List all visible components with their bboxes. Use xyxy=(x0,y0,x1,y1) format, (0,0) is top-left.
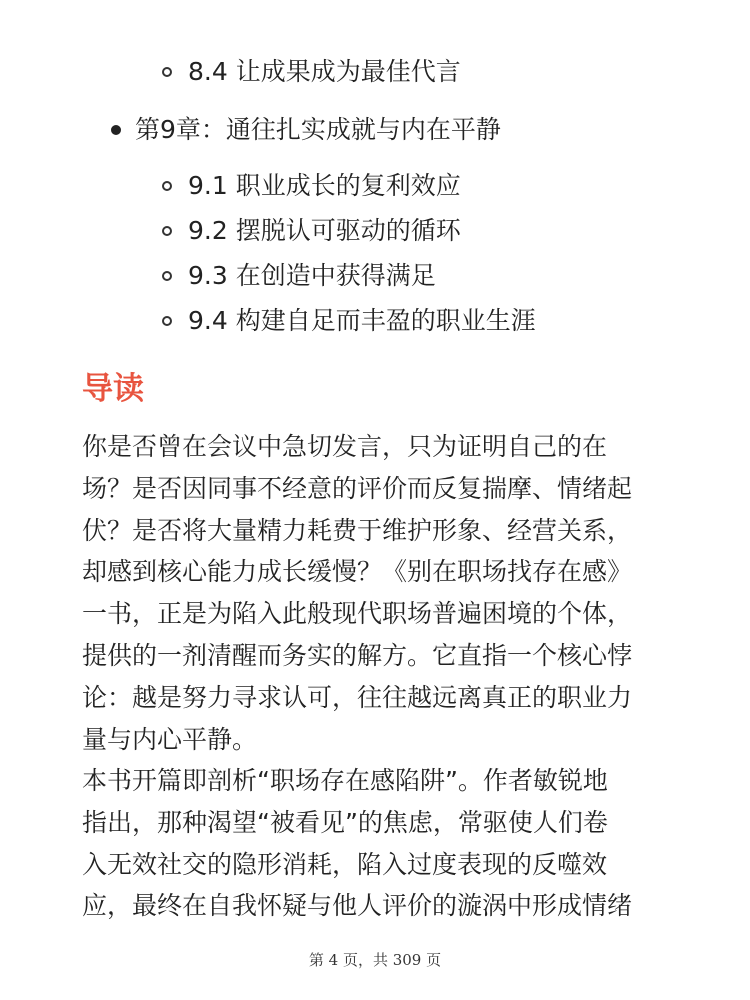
paragraph-line: 你是否曾在会议中急切发言，只为证明自己的在 xyxy=(82,432,608,461)
toc-item-9-1[interactable]: 9.1 职业成长的复利效应 xyxy=(188,171,461,200)
hollow-bullet-icon xyxy=(162,181,172,191)
paragraph-line: 一书，正是为陷入此般现代职场普遍困境的个体， xyxy=(82,599,633,629)
page-number: 第 4 页，共 309 页 xyxy=(308,951,442,969)
paragraph-line: 入无效社交的隐形消耗，陷入过度表现的反噬效 xyxy=(82,849,608,879)
paragraph-line: 提供的一剂清醒而务实的解方。它直指一个核心悖 xyxy=(82,640,633,670)
paragraph-line: 应，最终在自我怀疑与他人评价的漩涡中形成情绪 xyxy=(82,891,633,921)
paragraph-line: 论：越是努力寻求认可，往往越远离真正的职业力 xyxy=(82,682,633,712)
paragraph-line: 却感到核心能力成长缓慢？《别在职场找存在感》 xyxy=(82,557,633,587)
toc-item-8-4[interactable]: 8.4 让成果成为最佳代言 xyxy=(188,57,461,86)
solid-bullet-icon xyxy=(111,125,121,135)
paragraph-line: 量与内心平静。 xyxy=(82,724,258,754)
paragraph-line: 伏？是否将大量精力耗费于维护形象、经营关系， xyxy=(82,515,633,545)
toc-item-9-3[interactable]: 9.3 在创造中获得满足 xyxy=(188,261,436,290)
paragraph-line: 本书开篇即剖析“职场存在感陷阱”。作者敏锐地 xyxy=(82,766,608,795)
toc-item-9-4[interactable]: 9.4 构建自足而丰盈的职业生涯 xyxy=(188,306,536,335)
toc-item-chapter-9[interactable]: 第9章：通往扎实成就与内在平静 xyxy=(135,115,501,144)
paragraph-trap xyxy=(82,760,632,927)
hollow-bullet-icon xyxy=(162,271,172,281)
paragraph-intro xyxy=(82,426,632,760)
paragraph-line: 场？是否因同事不经意的评价而反复揣摩、情绪起 xyxy=(82,473,633,503)
hollow-bullet-icon xyxy=(162,316,172,326)
hollow-bullet-icon xyxy=(162,67,172,77)
section-heading: 导读 xyxy=(82,371,144,407)
hollow-bullet-icon xyxy=(162,226,172,236)
toc-item-9-2[interactable]: 9.2 摆脱认可驱动的循环 xyxy=(188,216,461,245)
paragraph-line: 指出，那种渴望“被看见”的焦虑，常驱使人们卷 xyxy=(82,807,608,837)
